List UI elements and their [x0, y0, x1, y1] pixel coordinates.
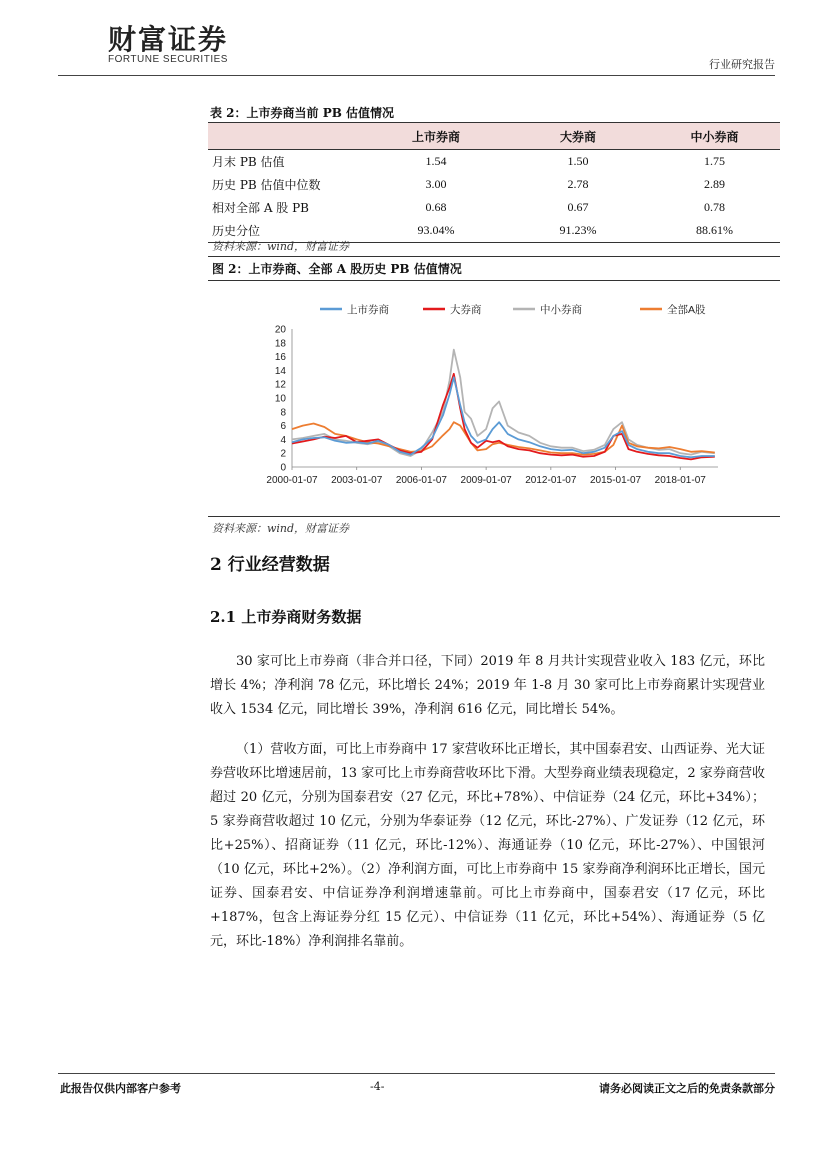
y-tick-label: 10: [274, 393, 286, 405]
figure-source: 资料来源：wind，财富证券: [212, 522, 350, 535]
table-cell: 3.00: [425, 177, 447, 191]
y-tick-label: 14: [274, 365, 286, 377]
x-tick-label: 2018-01-07: [654, 475, 706, 486]
y-tick-label: 6: [280, 421, 286, 433]
x-tick-label: 2006-01-07: [395, 475, 447, 486]
x-tick-label: 2000-01-07: [266, 475, 318, 486]
table-cell: 历史 PB 估值中位数: [212, 178, 321, 192]
subsection-heading: 2.1 上市券商财务数据: [210, 608, 362, 626]
table-cell: 月末 PB 估值: [212, 155, 285, 169]
paragraph-summary: 30 家可比上市券商（非合并口径，下同）2019 年 8 月共计实现营业收入 183 亿元，环比增长 4%；净利润 78 亿元，环比增长 24%；2019 年 1-8 月 30 家可比上市券商累计实现营业收入 1534 亿元，同比增长 39%，净利润 616 亿元，同比增长 54%。: [210, 654, 765, 717]
y-tick-label: 20: [274, 324, 286, 336]
page-number: -4-: [370, 1080, 385, 1093]
y-tick-label: 0: [280, 462, 286, 474]
series-line: [292, 350, 715, 456]
y-axis: [275, 325, 292, 474]
x-tick-label: 2015-01-07: [589, 475, 642, 486]
series-line: [292, 374, 715, 460]
pb-valuation-table: [208, 122, 780, 243]
legend-label: 全部A股: [667, 304, 706, 316]
figure-caption: 图 2：上市券商、全部 A 股历史 PB 估值情况: [212, 262, 462, 276]
y-tick-label: 2: [280, 448, 286, 460]
figure-bottom-rule: [208, 516, 780, 517]
series-line: [292, 377, 715, 457]
logo-english: FORTUNE SECURITIES: [108, 54, 228, 65]
table-header-cell: 中小券商: [649, 123, 780, 150]
footer-disclaimer-right: 请务必阅读正文之后的免责条款部分: [599, 1082, 775, 1095]
table-cell: 历史分位: [208, 219, 365, 243]
legend-label: 上市券商: [347, 304, 389, 316]
report-type: 行业研究报告: [709, 58, 775, 71]
footer-divider: [58, 1073, 775, 1074]
chart-lines: [292, 350, 715, 460]
table-row: [208, 173, 780, 196]
pb-history-chart: [208, 284, 780, 516]
chart-legend: [320, 303, 706, 316]
table-source: 资料来源：wind，财富证券: [212, 240, 350, 253]
table-caption: 表 2：上市券商当前 PB 估值情况: [210, 106, 395, 120]
x-tick-label: 2003-01-07: [331, 475, 383, 486]
x-tick-label: 2009-01-07: [460, 475, 512, 486]
table-row: [208, 196, 780, 219]
table-cell: 1.50: [567, 154, 589, 168]
footer-disclaimer-left: 此报告仅供内部客户参考: [60, 1082, 181, 1095]
y-tick-label: 8: [280, 407, 286, 419]
table-header-cell: 上市券商: [365, 123, 507, 150]
table-cell: 88.61%: [649, 219, 780, 243]
y-tick-label: 12: [274, 379, 286, 391]
table-header-row: [208, 123, 780, 150]
table-cell: 1.54: [425, 154, 447, 168]
x-tick-label: 2012-01-07: [525, 475, 577, 486]
y-tick-label: 4: [280, 434, 286, 446]
table-cell: 相对全部 A 股 PB: [212, 201, 310, 215]
header-divider: [58, 75, 775, 76]
figure-caption-rule: [208, 280, 780, 281]
section-heading: 2 行业经营数据: [210, 555, 330, 575]
figure-top-rule: [208, 256, 780, 257]
y-tick-label: 16: [274, 352, 286, 364]
table-cell: 0.67: [567, 200, 589, 214]
table-cell: 93.04%: [365, 219, 507, 243]
y-tick-label: 18: [274, 338, 286, 350]
table-header-cell: [208, 123, 365, 150]
table-row: [208, 150, 780, 174]
table-cell: 0.78: [704, 200, 725, 214]
legend-label: 大券商: [450, 304, 482, 316]
table-cell: 0.68: [425, 200, 447, 214]
logo-chinese: 财富证券: [108, 23, 229, 56]
table-cell: 1.75: [704, 154, 725, 168]
paragraph-detail: （1）营收方面，可比上市券商中 17 家营收环比正增长，其中国泰君安、山西证券、光大证券营收环比增速居前，13 家可比上市券商营收环比下滑。大型券商业绩表现稳定，2 家券商营收超过 20 亿元，分别为国泰君安（27 亿元，环比+78%）、中信证券（24 亿元，环比+34%）；5 家券商营收超过 10 亿元，分别为华泰证券（12 亿元，环比-27%）、广发证券（12 亿元，环比+25%）、招商证券（11 亿元，环比-12%）、海通证券（10 亿元，环比-27%）、中国银河（10 亿元，环比+2%）。（2）净利润方面，可比上市券商中 15 家券商净利润环比正增长，国元证券、国泰君安、中信证券净利润增速靠前。可比上市券商中，国泰君安（17 亿元，环比+187%，包含上海证券分红 15 亿元）、中信证券（11 亿元，环比+54%）、海通证券（5 亿元，环比-18%）净利润排名靠前。: [210, 742, 765, 949]
legend-label: 中小券商: [540, 304, 582, 316]
table-cell: 2.89: [704, 177, 725, 191]
x-axis: [266, 467, 718, 486]
table-cell: 2.78: [567, 177, 589, 191]
table-cell: 91.23%: [507, 219, 649, 243]
table-header-cell: 大券商: [507, 123, 649, 150]
